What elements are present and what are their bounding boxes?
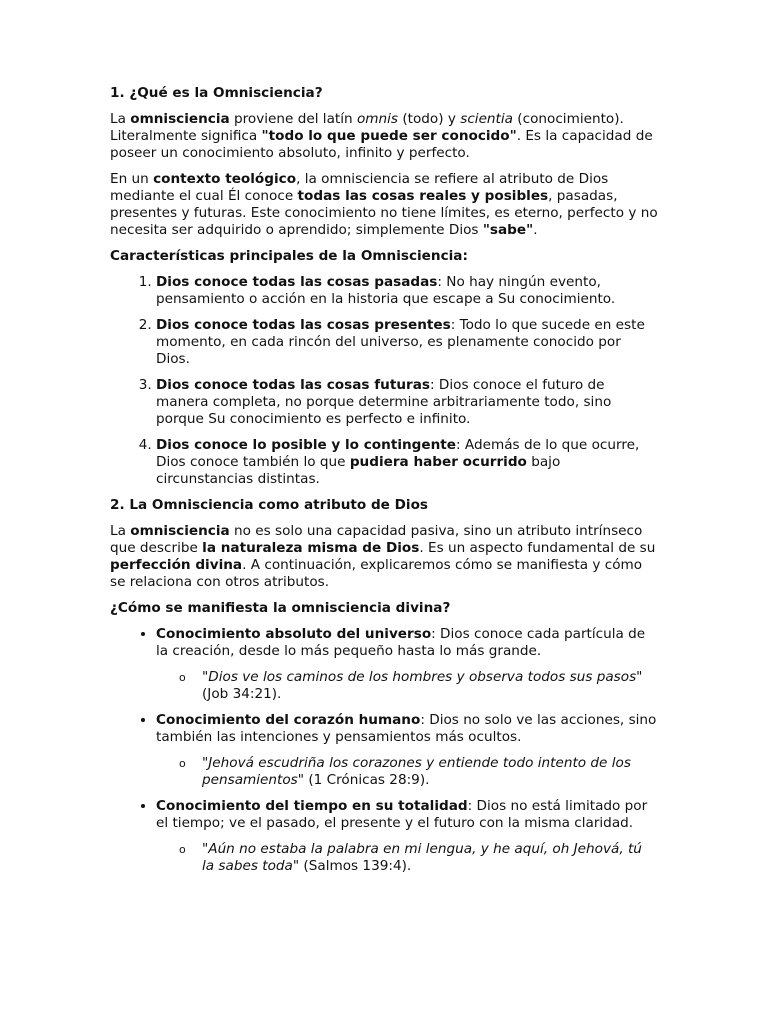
bible-quote: o "Aún no estaba la palabra en mi lengua, y he aquí, oh Jehová, tú la sabes toda" (Salmos 139:4). (202, 841, 658, 875)
theological-context-paragraph: En un contexto teológico, la omnisciencia se refiere al atributo de Dios mediante el cual Él conoce todas las cosas reales y posibles, pasadas, presentes y futuras. Este conocimiento no tiene límites, es eterno, perfecto y no necesita ser adquirido o aprendido; simplemente Dios "sabe". (110, 171, 658, 238)
manifestations-list (110, 626, 658, 875)
quote-list (156, 669, 658, 703)
attribute-paragraph: La omnisciencia no es solo una capacidad pasiva, sino un atributo intrínseco que describe la naturaleza misma de Dios. Es un aspecto fundamental de su perfección divina. A continuación, explicaremos cómo se manifiesta y cómo se relaciona con otros atributos. (110, 523, 656, 590)
list-item: 3. Dios conoce todas las cosas futuras: Dios conoce el futuro de manera completa, no porque determine arbitrariamente todo, sino porque Su conocimiento es perfecto e infinito. (156, 377, 658, 428)
list-item: 4. Dios conoce lo posible y lo contingente: Además de lo que ocurre, Dios conoce también lo que pudiera haber ocurrido bajo circunstancias distintas. (156, 437, 658, 488)
manifestation-heading: ¿Cómo se manifiesta la omnisciencia divina? (110, 600, 451, 616)
list-item: • Conocimiento absoluto del universo: Dios conoce cada partícula de la creación, desde lo más pequeño hasta lo más grande. o "Dios ve los caminos de los hombres y observa todos sus pasos" (Job 34:21). (156, 626, 658, 703)
section-2-heading: 2. La Omnisciencia como atributo de Dios (110, 497, 429, 513)
characteristics-heading: Características principales de la Omnisciencia: (110, 248, 468, 264)
list-item: • Conocimiento del corazón humano: Dios no solo ve las acciones, sino también las intenciones y pensamientos más ocultos. o "Jehová escudriña los corazones y entiende todo intento de los pensamientos" (1 Crónicas 28:9). (156, 712, 658, 789)
list-item: 2. Dios conoce todas las cosas presentes: Todo lo que sucede en este momento, en cada rincón del universo, es plenamente conocido por Dios. (156, 317, 658, 368)
definition-paragraph: La omnisciencia proviene del latín omnis (todo) y scientia (conocimiento). Literalmente significa "todo lo que puede ser conocido". Es la capacidad de poseer un conocimiento absoluto, infinito y perfecto. (110, 111, 653, 161)
list-item: • Conocimiento del tiempo en su totalidad: Dios no está limitado por el tiempo; ve el pasado, el presente y el futuro con la misma claridad. o "Aún no estaba la palabra en mi lengua, y he aquí, oh Jehová, tú la sabes toda" (Salmos 139:4). (156, 798, 658, 875)
section-1-heading: 1. ¿Qué es la Omnisciencia? (110, 85, 323, 101)
characteristics-list (110, 274, 658, 488)
quote-list (156, 755, 658, 789)
bible-quote: o "Dios ve los caminos de los hombres y observa todos sus pasos" (Job 34:21). (202, 669, 658, 703)
document-body (110, 85, 658, 884)
list-item: 1. Dios conoce todas las cosas pasadas: No hay ningún evento, pensamiento o acción en la historia que escape a Su conocimiento. (156, 274, 658, 308)
bible-quote: o "Jehová escudriña los corazones y entiende todo intento de los pensamientos" (1 Crónicas 28:9). (202, 755, 658, 789)
quote-list (156, 841, 658, 875)
